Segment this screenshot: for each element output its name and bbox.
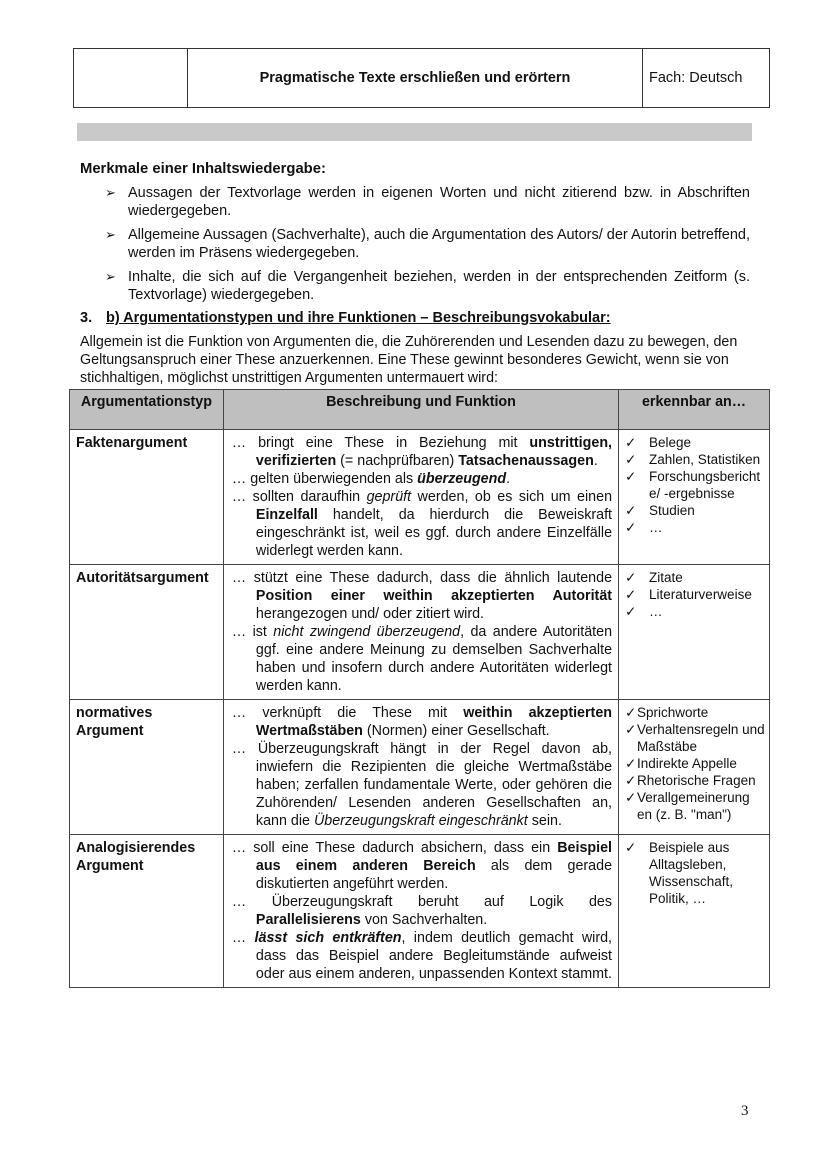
list-item: ✓ Verhaltensregeln und Maßstäbe xyxy=(625,722,765,754)
check-icon: ✓ xyxy=(625,840,637,855)
check-icon: ✓ xyxy=(625,587,637,602)
check-list xyxy=(619,835,769,911)
table-row xyxy=(70,835,770,988)
check-icon: ✓ xyxy=(625,773,637,788)
check-icon: ✓ xyxy=(625,520,637,535)
check-icon: ✓ xyxy=(625,722,637,737)
divider-bar xyxy=(77,123,752,141)
column-header-erkennbar: erkennbar an… xyxy=(619,390,770,430)
check-icon: ✓ xyxy=(625,503,637,518)
table-row xyxy=(70,700,770,835)
check-list xyxy=(619,430,769,540)
list-item: ✓ Sprichworte xyxy=(625,705,709,720)
list-item: ✓ Forschungsbericht e/ -ergebnisse xyxy=(625,469,761,501)
recognition-cell xyxy=(619,700,770,835)
description-line: … verknüpft die These mit weithin akzeptierten Wertmaßstäben (Normen) einer Gesellschaft. xyxy=(231,705,613,739)
merkmale-list xyxy=(80,184,750,304)
document-header xyxy=(73,48,770,108)
list-item: ✓ Literaturverweise xyxy=(625,587,752,602)
arrow-bullet-icon: ➢ xyxy=(105,269,116,284)
section-number: 3. xyxy=(80,310,93,326)
list-item: ✓ … xyxy=(625,520,663,535)
description-line: … ist nicht zwingend überzeugend, da andere Autoritäten ggf. eine andere Meinung zu demselben Sachverhalte haben und insofern durch andere Autoritäten widerlegt werden kann. xyxy=(231,624,613,694)
check-list xyxy=(619,565,769,624)
check-icon: ✓ xyxy=(625,705,637,720)
list-item: ✓ Studien xyxy=(625,503,695,518)
table-header-row xyxy=(70,390,770,430)
section-intro: Allgemein ist die Funktion von Argumenten die, die Zuhörerenden und Lesenden dazu zu bewegen, den Geltungsanspruch einer These anzuerkennen. Eine These gewinnt besonderes Gewicht, wenn sie von stichhaltigen, möglichst unstrittigen Argumenten untermauert wird: xyxy=(80,334,738,386)
argument-description xyxy=(223,700,618,835)
check-list xyxy=(619,700,769,827)
check-icon: ✓ xyxy=(625,452,637,467)
section-title: b) Argumentationstypen und ihre Funktionen – Beschreibungsvokabular: xyxy=(106,310,611,326)
check-icon: ✓ xyxy=(625,790,637,805)
description-line: … bringt eine These in Beziehung mit unstrittigen, verifizierten (= nachprüfbaren) Tatsachenaussagen. xyxy=(231,435,613,469)
list-item: ✓ Indirekte Appelle xyxy=(625,756,737,771)
list-item: ✓ Verallgemeinerung en (z. B. "man") xyxy=(625,790,750,822)
table-row xyxy=(70,565,770,700)
check-icon: ✓ xyxy=(625,604,637,619)
recognition-cell xyxy=(619,430,770,565)
description-line: … gelten überwiegenden als überzeugend. xyxy=(231,471,511,487)
list-item: ✓ … xyxy=(625,604,663,619)
section-heading xyxy=(80,310,611,326)
description-line: … soll eine These dadurch absichern, dass ein Beispiel aus einem anderen Bereich als dem gerade diskutierten angeführt werden. xyxy=(231,840,613,892)
description-line: … Überzeugungskraft hängt in der Regel davon ab, inwiefern die Rezipienten die gleiche Wertmaßstäbe haben; zerfallen fundamentale Werte, oder gehören die Zuhörenden/ Lesenden anderen Gesellschaften an, kann die Überzeugungskraft eingeschränkt sein. xyxy=(231,741,613,829)
list-item: ➢ Inhalte, die sich auf die Vergangenheit beziehen, werden in der entsprechenden Zeitform (s. Textvorlage) wiedergegeben. xyxy=(105,269,750,303)
description-line: … lässt sich entkräften, indem deutlich gemacht wird, dass das Beispiel andere Begleitumstände aufweist oder aus einem anderen, unpassenden Kontext stammt. xyxy=(231,930,613,982)
recognition-cell xyxy=(619,565,770,700)
column-header-beschreibung: Beschreibung und Funktion xyxy=(223,390,618,430)
list-item: ✓ Zahlen, Statistiken xyxy=(625,452,761,467)
check-icon: ✓ xyxy=(625,570,637,585)
description-line: … Überzeugungskraft beruht auf Logik des Parallelisierens von Sachverhalten. xyxy=(231,894,613,928)
argument-type: Autoritätsargument xyxy=(70,565,224,700)
document-title: Pragmatische Texte erschließen und erörtern xyxy=(188,49,643,107)
header-logo-cell xyxy=(74,49,188,107)
argumentation-table xyxy=(69,389,770,988)
argument-type: Analogisierendes Argument xyxy=(70,835,224,988)
argument-description xyxy=(223,835,618,988)
description-line: … stützt eine These dadurch, dass die ähnlich lautende Position einer weithin akzeptierten Autorität herangezogen und/ oder zitiert wird. xyxy=(231,570,613,622)
list-item: ✓ Rhetorische Fragen xyxy=(625,773,756,788)
merkmale-heading: Merkmale einer Inhaltswiedergabe: xyxy=(80,161,326,177)
description-line: … sollten daraufhin geprüft werden, ob es sich um einen Einzelfall handelt, da hierdurch die Beweiskraft eingeschränkt ist, weil es ggf. durch andere Einzelfälle widerlegt werden kann. xyxy=(231,489,613,559)
list-item: ✓ Beispiele aus Alltagsleben, Wissenschaft, Politik, … xyxy=(625,840,734,906)
check-icon: ✓ xyxy=(625,469,637,484)
argument-description xyxy=(223,565,618,700)
argument-description xyxy=(223,430,618,565)
merkmale-section xyxy=(80,160,750,310)
arrow-bullet-icon: ➢ xyxy=(105,185,116,200)
column-header-typ: Argumentationstyp xyxy=(70,390,224,430)
subject-label: Fach: Deutsch xyxy=(649,70,743,86)
argument-type: normatives Argument xyxy=(70,700,224,835)
check-icon: ✓ xyxy=(625,756,637,771)
check-icon: ✓ xyxy=(625,435,637,450)
page-number: 3 xyxy=(741,1103,749,1119)
arrow-bullet-icon: ➢ xyxy=(105,227,116,242)
table-row xyxy=(70,430,770,565)
list-item: ➢ Allgemeine Aussagen (Sachverhalte), auch die Argumentation des Autors/ der Autorin betreffend, werden im Präsens wiedergegeben. xyxy=(105,227,751,261)
list-item: ✓ Belege xyxy=(625,435,692,450)
list-item: ➢ Aussagen der Textvorlage werden in eigenen Worten und nicht zitierend bzw. in Abschriften wiedergegeben. xyxy=(105,185,750,219)
argument-type: Faktenargument xyxy=(70,430,224,565)
recognition-cell xyxy=(619,835,770,988)
list-item: ✓ Zitate xyxy=(625,570,683,585)
